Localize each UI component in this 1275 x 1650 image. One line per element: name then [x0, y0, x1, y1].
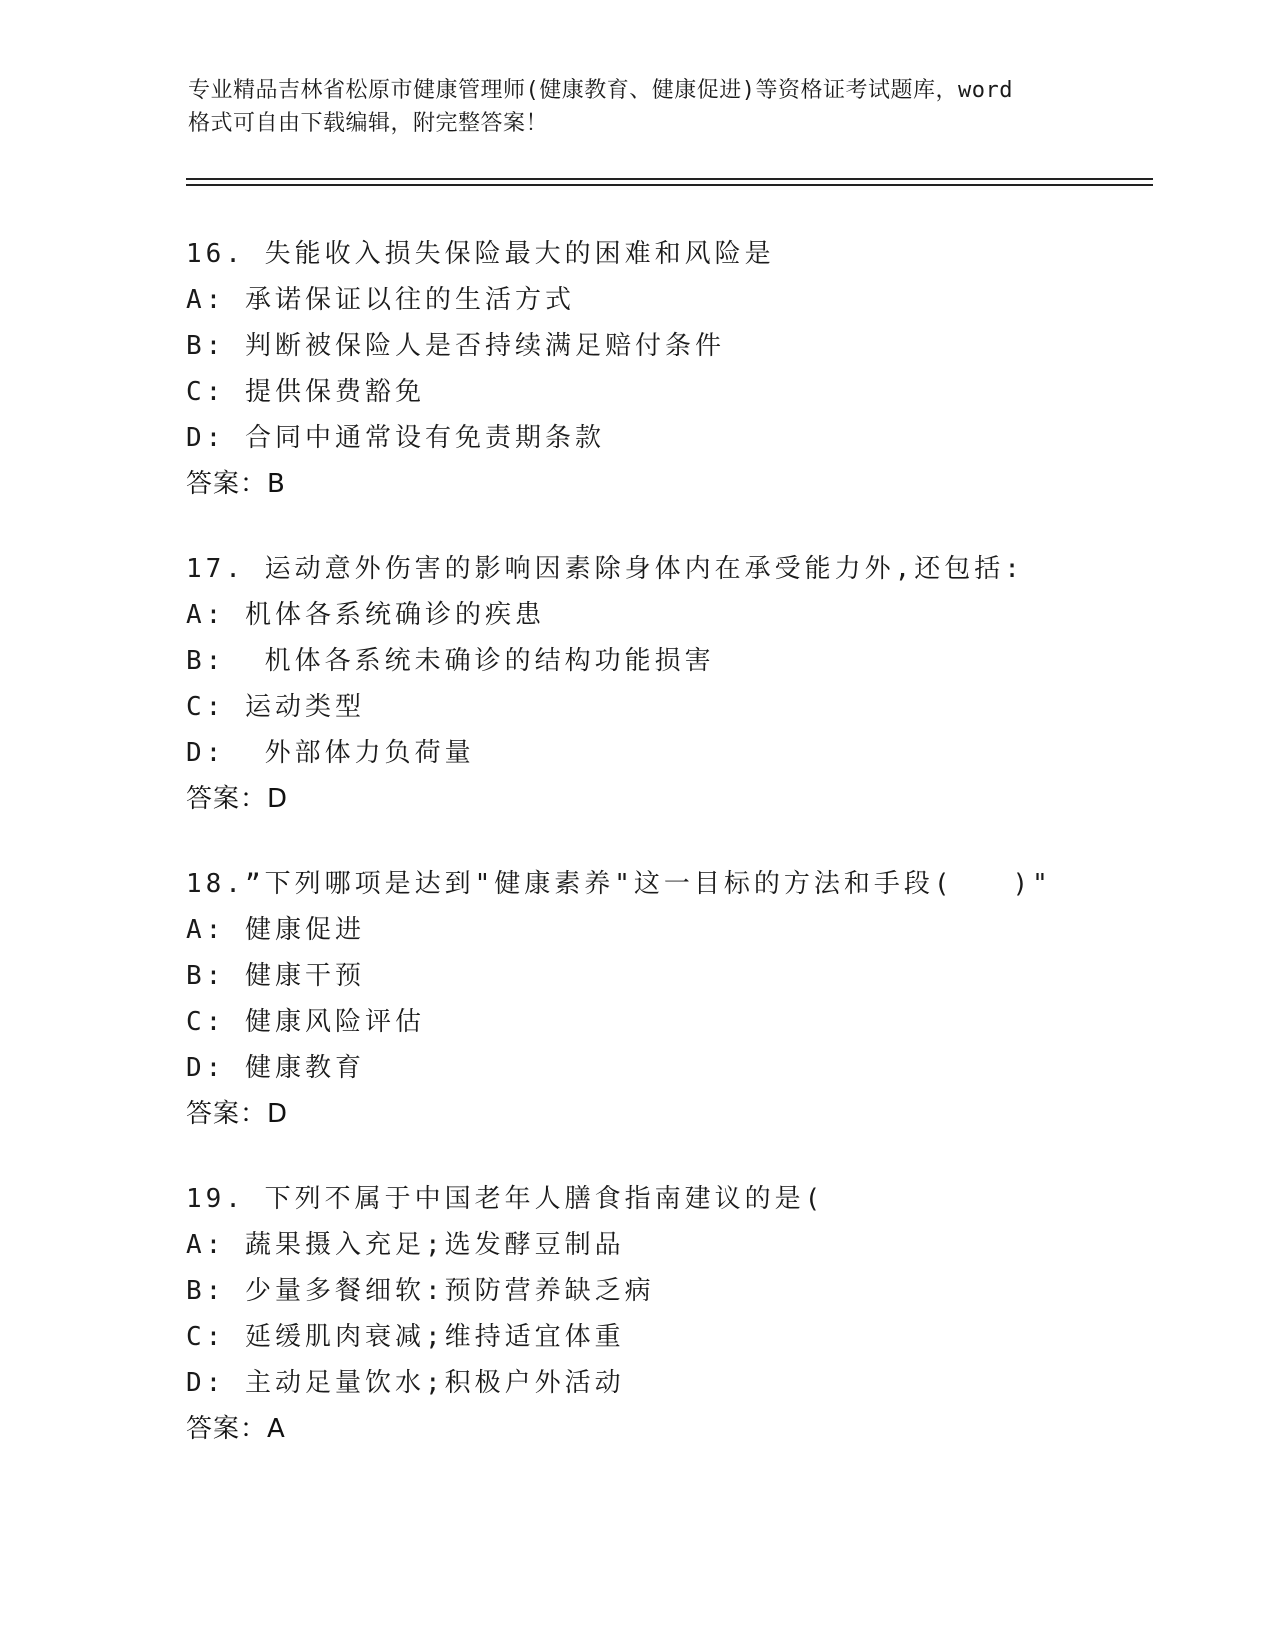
header-divider-bottom	[186, 184, 1153, 186]
option-a: A: 承诺保证以往的生活方式	[186, 285, 575, 315]
answer-value: D	[267, 784, 288, 814]
answer-line	[186, 461, 1146, 507]
document-header	[188, 74, 1088, 140]
option-d: D: 主动足量饮水;积极户外活动	[186, 1368, 625, 1398]
answer-label: 答案：	[186, 1414, 268, 1444]
option-c: C: 运动类型	[186, 692, 365, 722]
option-b: B: 机体各系统未确诊的结构功能损害	[186, 646, 715, 676]
option-a: A: 机体各系统确诊的疾患	[186, 600, 545, 630]
question-18	[186, 861, 1146, 1137]
question-stem: 18.”下列哪项是达到"健康素养"这一目标的方法和手段( )"	[186, 869, 1052, 899]
option-b: B: 判断被保险人是否持续满足赔付条件	[186, 331, 725, 361]
question-19	[186, 1176, 1146, 1452]
answer-label: 答案：	[186, 784, 268, 814]
option-d: D: 外部体力负荷量	[186, 738, 475, 768]
option-b: B: 少量多餐细软:预防营养缺乏病	[186, 1276, 655, 1306]
question-stem: 17. 运动意外伤害的影响因素除身体内在承受能力外,还包括:	[186, 554, 1024, 584]
answer-line	[186, 776, 1146, 822]
question-stem: 16. 失能收入损失保险最大的困难和风险是	[186, 239, 775, 269]
answer-line	[186, 1406, 1146, 1452]
option-c: C: 延缓肌肉衰减;维持适宜体重	[186, 1322, 625, 1352]
answer-value: A	[267, 1414, 285, 1444]
option-c: C: 提供保费豁免	[186, 377, 425, 407]
answer-value: B	[267, 469, 285, 499]
question-stem: 19. 下列不属于中国老年人膳食指南建议的是(	[186, 1184, 825, 1214]
header-line-2: 格式可自由下载编辑，附完整答案！	[188, 111, 549, 136]
answer-value: D	[267, 1099, 288, 1129]
option-a: A: 健康促进	[186, 915, 365, 945]
answer-label: 答案：	[186, 469, 268, 499]
header-divider-top	[186, 178, 1153, 180]
option-a: A: 蔬果摄入充足;选发酵豆制品	[186, 1230, 625, 1260]
question-16	[186, 231, 1146, 507]
option-c: C: 健康风险评估	[186, 1007, 425, 1037]
option-d: D: 合同中通常设有免责期条款	[186, 423, 605, 453]
header-line-1: 专业精品吉林省松原市健康管理师(健康教育、健康促进)等资格证考试题库，word	[188, 78, 1013, 103]
answer-label: 答案：	[186, 1099, 268, 1129]
question-17	[186, 546, 1146, 822]
option-b: B: 健康干预	[186, 961, 365, 991]
option-d: D: 健康教育	[186, 1053, 365, 1083]
answer-line	[186, 1091, 1146, 1137]
